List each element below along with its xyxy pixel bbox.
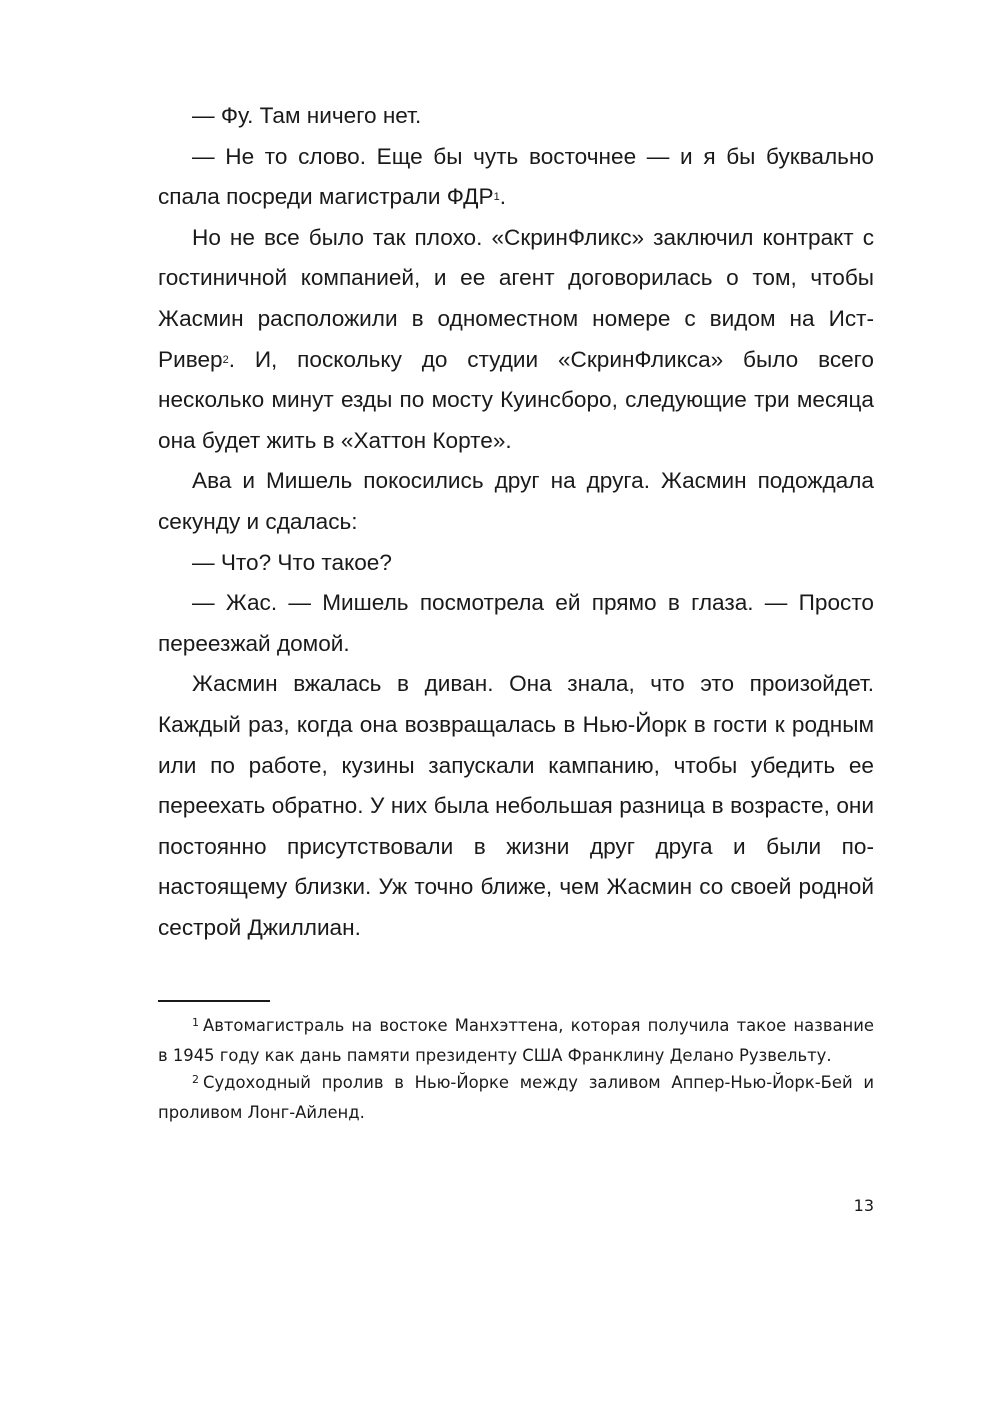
paragraph-text: Ава и Мишель покосились друг на друга. Жасмин подождала секунду и сдалась: — [158, 468, 874, 534]
footnote-divider — [158, 1000, 270, 1002]
page-number: 13 — [853, 1196, 874, 1215]
footnote-text: Автомагистраль на востоке Манхэттена, которая получила такое название в 1945 году как дань памяти президенту США Франклину Делано Рузвельту. — [158, 1016, 874, 1065]
paragraph — [158, 461, 874, 542]
paragraph-text: Жасмин вжалась в диван. Она знала, что это произойдет. Каждый раз, когда она возвращалась в Нью-Йорк в гости к родным или по работе, кузины запускали кампанию, чтобы убедить ее переехать обратно. У них была небольшая разница в возрасте, они постоянно присутствовали в жизни друг друга и были по-настоящему близки. Уж точно ближе, чем Жасмин со своей родной сестрой Джиллиан. — [158, 671, 874, 940]
footnote-text: Судоходный пролив в Нью-Йорке между заливом Аппер-Нью-Йорк-Бей и проливом Лонг-Айленд. — [158, 1073, 874, 1122]
footnote-1 — [158, 1012, 874, 1069]
footnotes — [158, 1012, 874, 1126]
paragraph — [158, 96, 874, 137]
footnote-ref-2: 2 — [222, 353, 229, 366]
paragraph — [158, 137, 874, 218]
paragraph-text: — Не то слово. Еще бы чуть восточнее — и я бы буквально спала посреди магистрали ФДР — [158, 143, 874, 210]
footnote-mark: 2 — [192, 1073, 199, 1087]
paragraph — [158, 583, 874, 664]
paragraph — [158, 218, 874, 462]
paragraph — [158, 543, 874, 584]
paragraph-text: . И, поскольку до студии «СкринФликса» было всего несколько минут езды по мосту Куинсборо, следующие три месяца она будет жить в «Хаттон Корте». — [158, 346, 874, 453]
footnote-2 — [158, 1069, 874, 1126]
paragraph-text: — Жас. — Мишель посмотрела ей прямо в глаза. — Просто переезжай домой. — [158, 590, 874, 656]
paragraph-text: . — [499, 184, 506, 210]
paragraph — [158, 664, 874, 948]
main-text — [158, 96, 874, 948]
paragraph-text: — Фу. Там ничего нет. — [192, 103, 422, 128]
footnote-ref-1: 1 — [493, 191, 500, 204]
paragraph-text: Но не все было так плохо. «СкринФликс» заключил контракт с гостиничной компанией, и ее агент договорилась о том, чтобы Жасмин расположили в одноместном номере с видом на Ист-Ривер — [158, 224, 874, 372]
footnote-mark: 1 — [192, 1016, 199, 1029]
paragraph-text: — Что? Что такое? — [192, 549, 392, 575]
